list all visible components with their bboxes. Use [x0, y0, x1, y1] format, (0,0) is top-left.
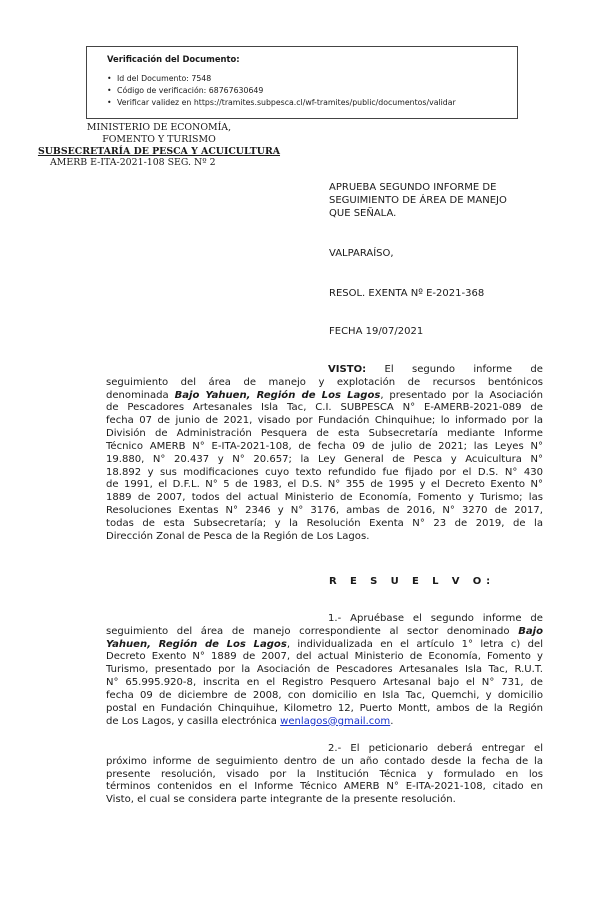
resolution-item-1: 1.- Apruébase el segundo informe de seguimiento del área de manejo correspondiente al sector denominado Bajo Yahuen, Región de Los Lagos, individualizada en el artículo 1° letra c) del Decreto Exento N° 1889 de 2007, del actual Ministerio de Economía, Fomento y Turismo, presentado por la Asociación de Pescadores Artesanales Isla Tac, R.U.T. N° 65.995.920-8, inscrita en el Registro Pesquero Artesanal bajo el N° 731, de fecha 09 de diciembre de 2008, con domicilio en Isla Tac, Quemchi, y domicilio postal en Fundación Chinquihue, Kilometro 12, Puerto Montt, ambos de la Región de Los Lagos, y casilla electrónica wenlagos@gmail.com.: [106, 613, 543, 727]
verification-list: [107, 73, 517, 110]
subsecretaria: SUBSECRETARÍA DE PESCA Y ACUICULTURA: [37, 145, 281, 157]
verification-box: [86, 46, 518, 119]
bullet-icon: •: [107, 98, 112, 108]
verification-item-url[interactable]: • Verificar validez en https://tramites.subpesca.cl/wf-tramites/public/documentos/validar: [107, 97, 512, 109]
verification-title: Verificación del Documento:: [107, 54, 240, 64]
visto-paragraph: VISTO: El segundo informe de seguimiento del área de manejo y explotación de recursos bentónicos denominada Bajo Yahuen, Región de Los Lagos, presentado por la Asociación de Pescadores Artesanales Isla Tac, C.I. SUBPESCA N° E-AMERB-2021-089 de fecha 07 de junio de 2021, visado por Fundación Chinquihue; lo informado por la División de Administración Pesquera de esta Subsecretaría mediante Informe Técnico AMERB N° E-ITA-2021-108, de fecha 09 de julio de 2021; las Leyes N° 19.880, N° 20.437 y N° 20.657; la Ley General de Pesca y Acuicultura N° 18.892 y sus modificaciones cuyo texto refundido fue fijado por el D.S. N° 430 de 1991, el D.F.L. N° 5 de 1983, el D.S. N° 355 de 1995 y el Decreto Exento N° 1889 de 2007, todos del actual Ministerio de Economía, Fomento y Turismo; las Resoluciones Exentas N° 2346 y N° 3176, ambas de 2016, N° 3270 de 2017, todas de esta Subsecretaría; y la Resolución Exenta N° 23 de 2019, de la Dirección Zonal de Pesca de la Región de Los Lagos.: [106, 364, 544, 542]
bullet-icon: •: [107, 74, 112, 83]
institution-header: [36, 122, 282, 169]
area-name: Bajo Yahuen, Región de Los Lagos: [174, 389, 381, 401]
verification-item-id: • Id del Documento: 7548: [107, 73, 512, 85]
ministry-line-1: MINISTERIO DE ECONOMÍA,: [86, 122, 232, 133]
verification-item-code: • Código de verificación: 68767630649: [107, 85, 512, 97]
resolution-date: FECHA 19/07/2021: [329, 326, 424, 337]
email-link[interactable]: wenlagos@gmail.com: [280, 715, 391, 727]
resuelvo-heading: R E S U E L V O:: [329, 576, 496, 587]
ministry-line-2: FOMENTO Y TURISMO: [102, 133, 216, 145]
visto-label: VISTO:: [328, 364, 367, 375]
city: VALPARAÍSO,: [329, 248, 394, 259]
bullet-icon: •: [107, 86, 112, 96]
document-reference: AMERB E-ITA-2021-108 SEG. Nº 2: [50, 157, 216, 169]
resolution-item-2: 2.- El peticionario deberá entregar el próximo informe de seguimiento dentro de un año contado desde la fecha de la presente resolución, visado por la Institución Técnica y formulado en los términos contenidos en el Informe Técnico AMERB N° E-ITA-2021-108, citado en Visto, el cual se considera parte integrante de la presente resolución.: [106, 743, 543, 806]
resolution-number: RESOL. EXENTA Nº E-2021-368: [329, 288, 485, 299]
document-title: APRUEBA SEGUNDO INFORME DE SEGUIMIENTO DE ÁREA DE MANEJO QUE SEÑALA.: [329, 182, 507, 219]
